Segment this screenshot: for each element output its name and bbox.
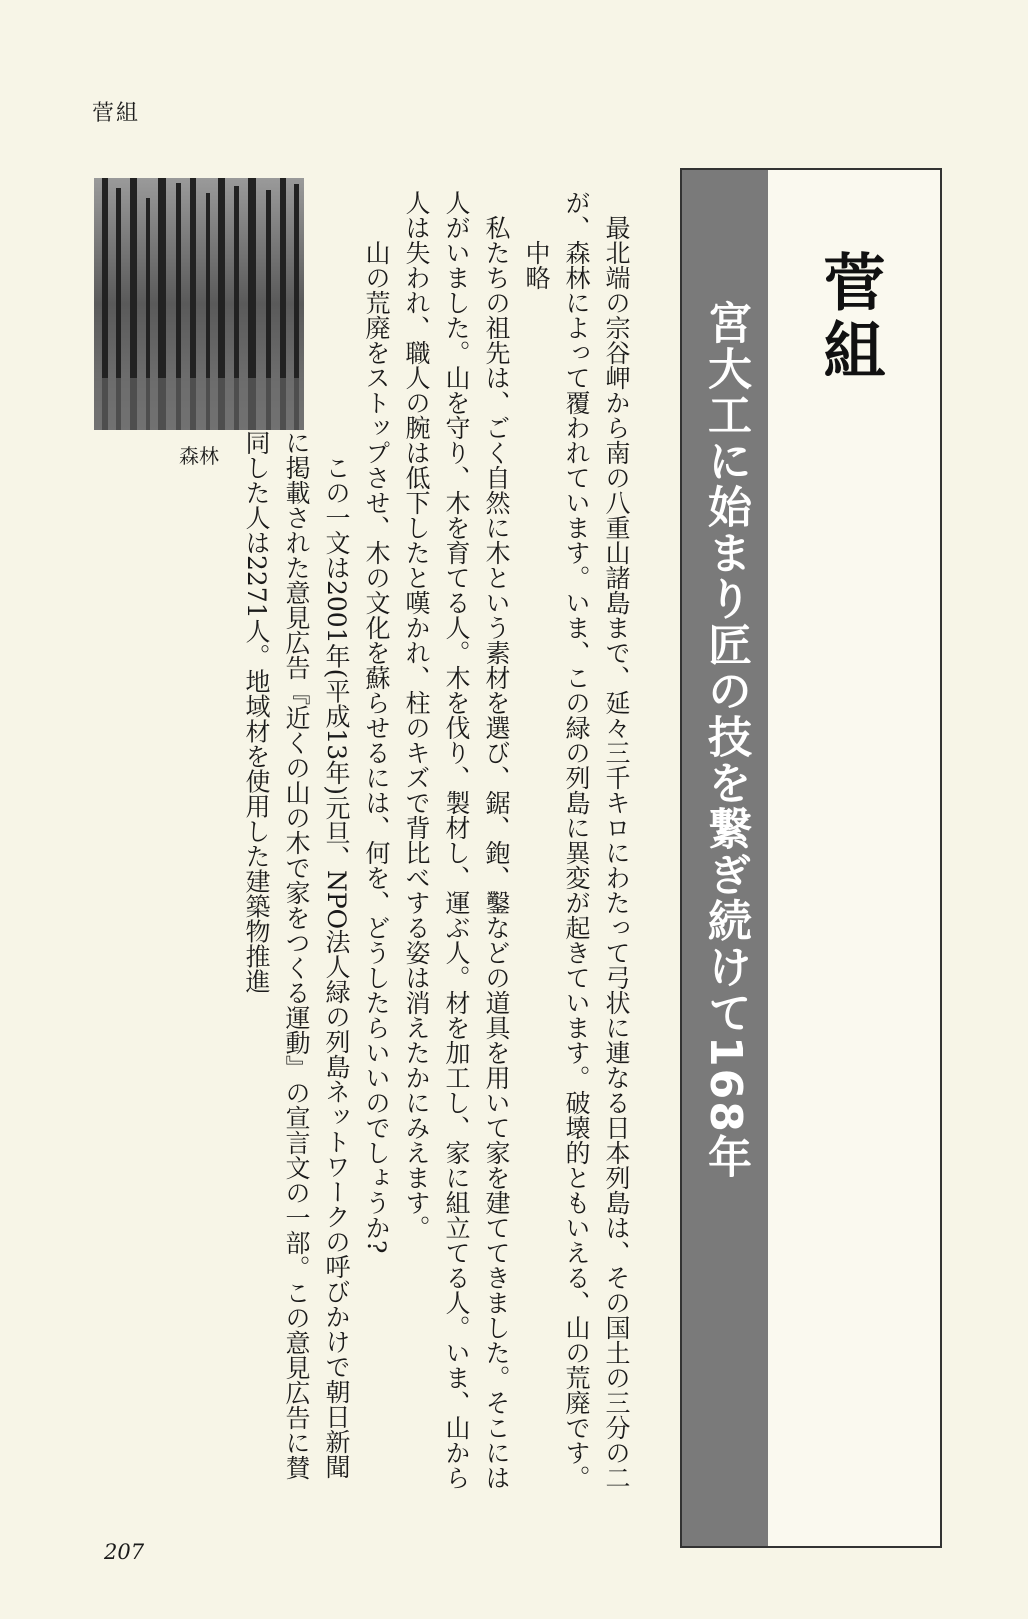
paragraph: 山の荒廃をストップさせ、木の文化を蘇らせるには、何を、どうしたらいいのでしょうか? <box>362 240 391 1254</box>
page-number: 207 <box>104 1540 145 1564</box>
chapter-title: 菅組 <box>813 250 886 386</box>
forest-photo <box>94 178 304 430</box>
chapter-subtitle: 宮大工に始まり匠の技を繋ぎ続けて168年 <box>700 300 751 1180</box>
running-head: 菅組 <box>92 101 141 126</box>
paragraph: 最北端の宗谷岬から南の八重山諸島まで、延々三千キロにわたって弓状に連なる日本列島は、その国土の三分の二が、森林によって覆われています。いま、この緑の列島に異変が起きています。破壊的ともいえる、山の荒廃です。 <box>562 190 631 1490</box>
omission-mark: 中略 <box>522 240 551 290</box>
paragraph: 私たちの祖先は、ごく自然に木という素材を選び、鋸、鉋、鑿などの道具を用いて家を建ててきました。そこには人がいました。山を守り、木を育てる人。木を伐り、製材し、運ぶ人。材を加工し、家に組立てる人。いま、山から人は失われ、職人の腕は低下したと嘆かれ、柱のキズで背比べする姿は消えたかにみえます。 <box>402 190 511 1490</box>
paragraph: この一文は2001年(平成13年)元旦、NPO法人緑の列島ネットワークの呼びかけで朝日新聞に掲載された意見広告『近くの山の木で家をつくる運動』の宣言文の一部。この意見広告に賛同した人は2271人。地域材を使用した建築物推進 <box>242 430 351 1480</box>
photo-caption: 森林 <box>179 444 219 468</box>
title-panel <box>680 168 942 1548</box>
subtitle-band <box>682 170 768 1546</box>
